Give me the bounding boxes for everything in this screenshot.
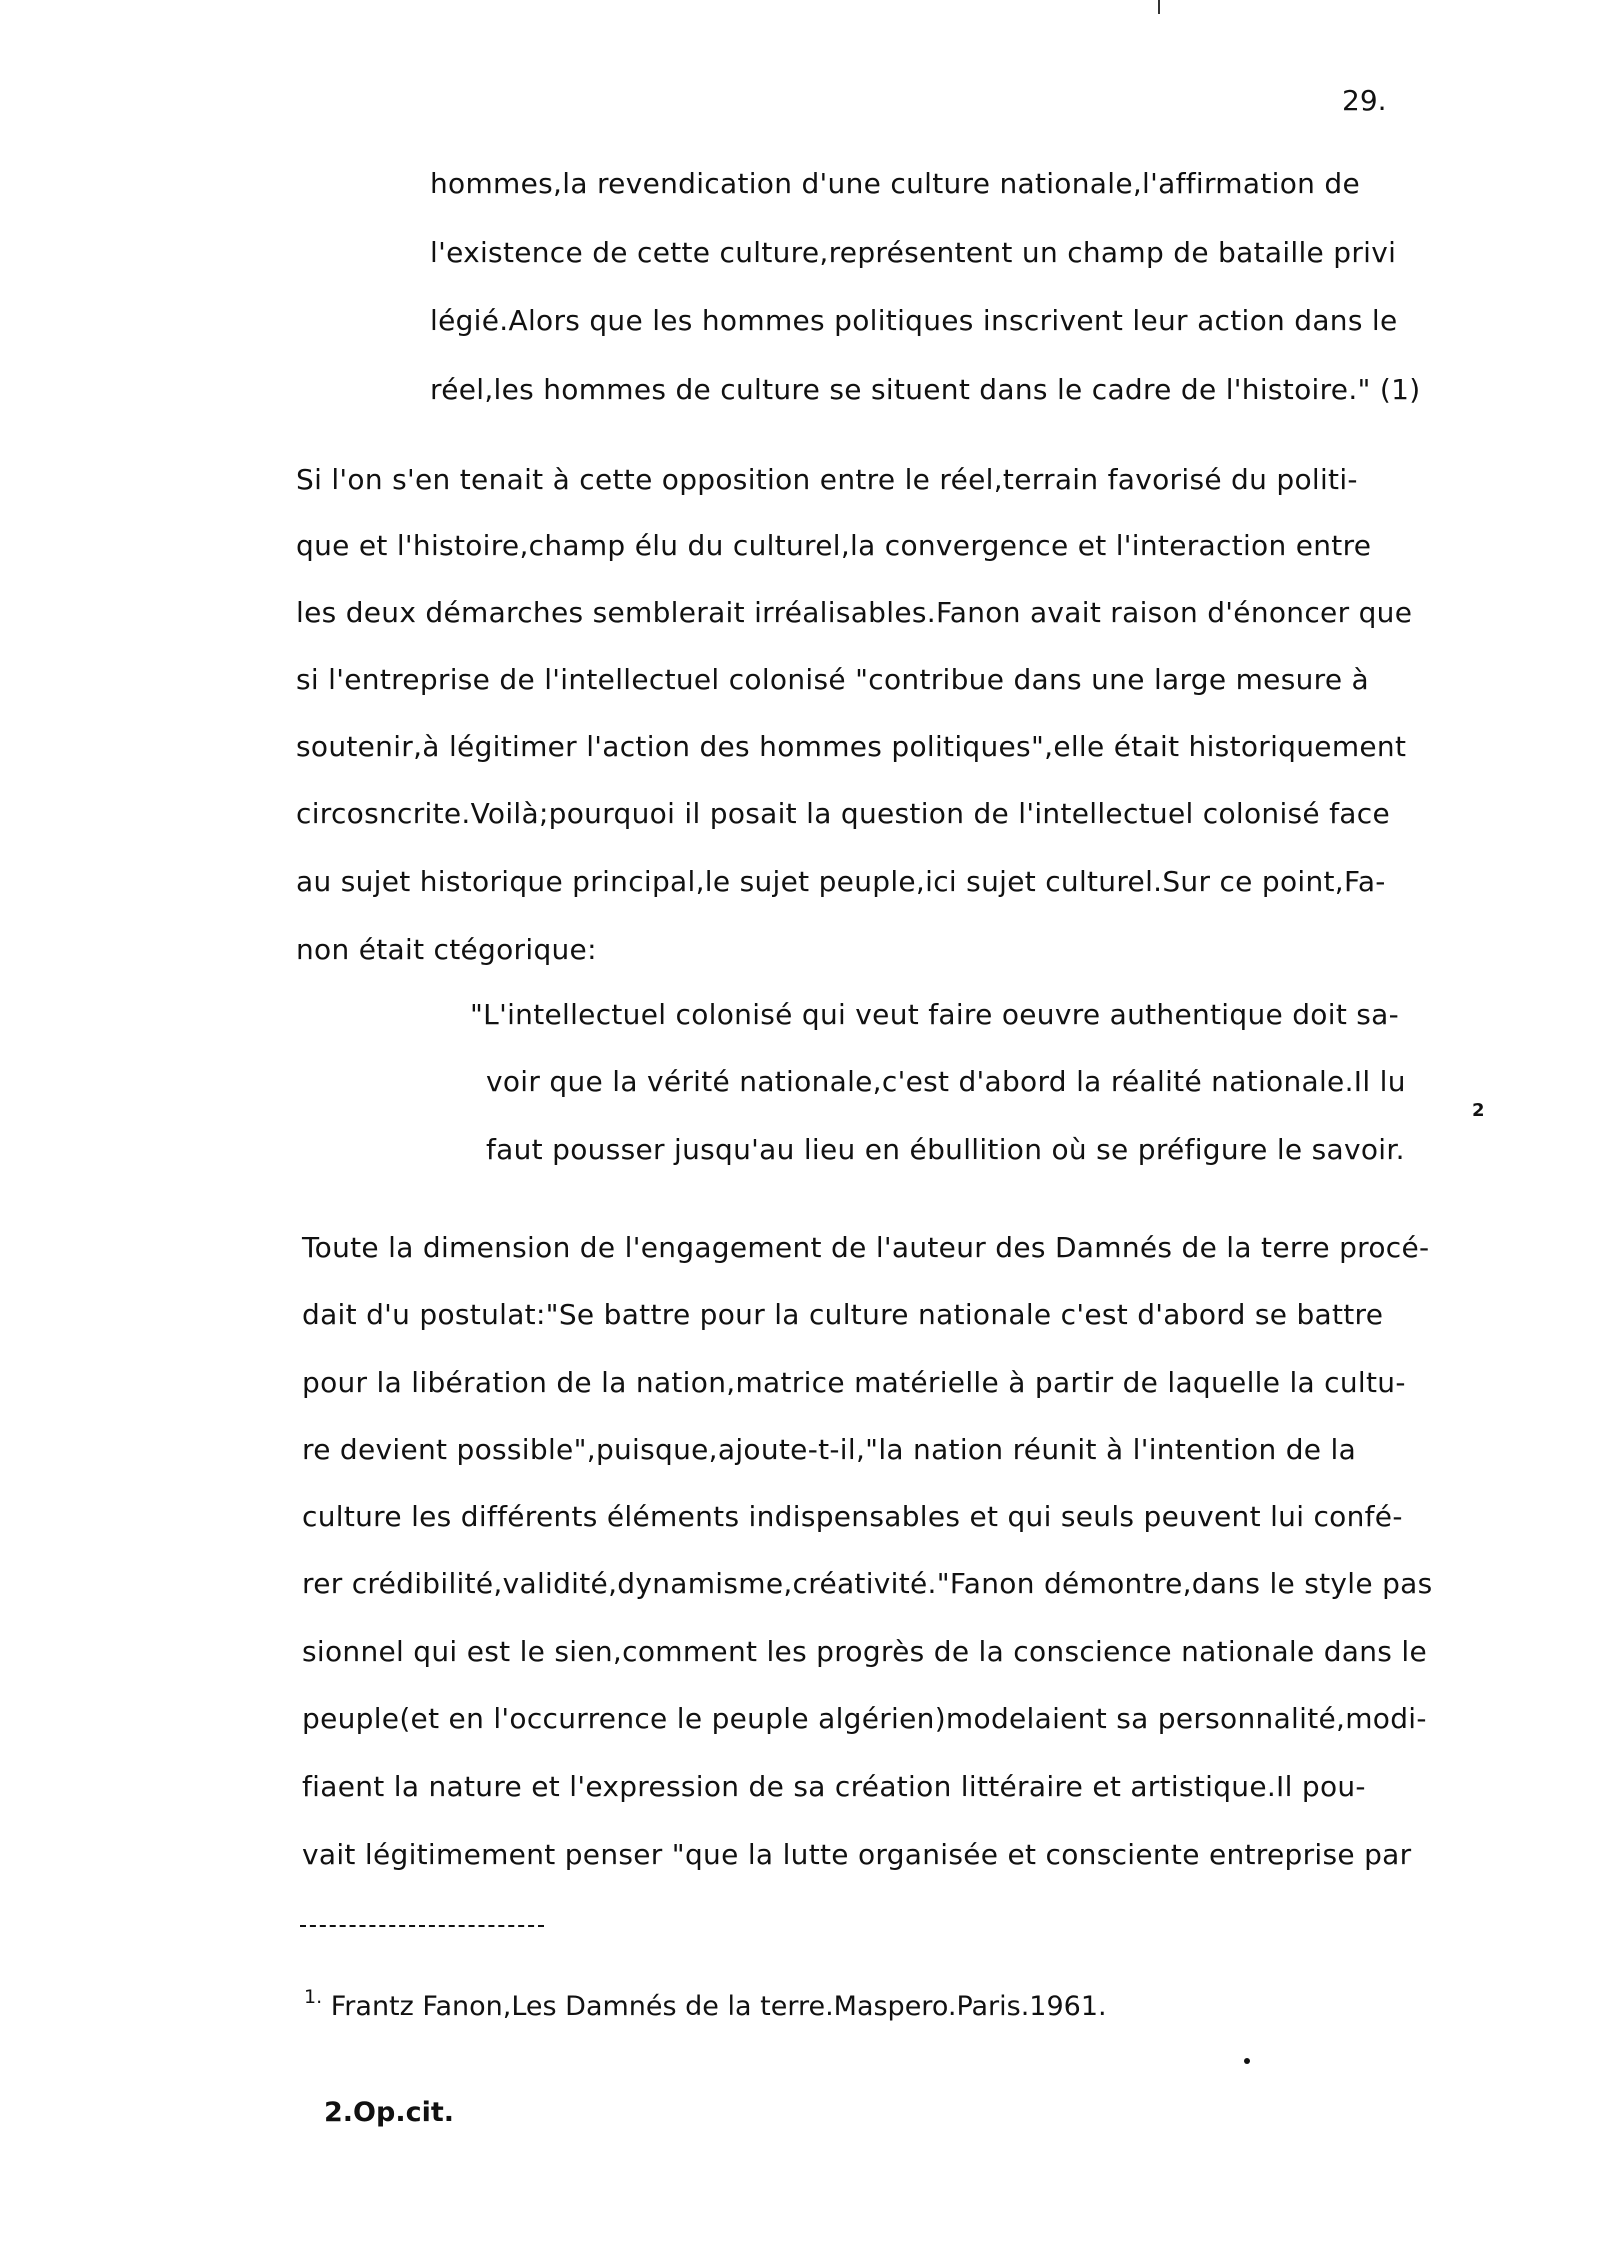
quote1-line-1: hommes,la revendication d'une culture nationale,l'affirmation de — [430, 167, 1360, 200]
footnote-separator — [300, 1925, 544, 1927]
para1-line-1: Si l'on s'en tenait à cette opposition entre le réel,terrain favorisé du politi- — [296, 463, 1358, 496]
footnote-1-marker: 1. — [304, 1986, 323, 2008]
quote1-line-3: légié.Alors que les hommes politiques inscrivent leur action dans le — [430, 304, 1398, 337]
para2-line-5: culture les différents éléments indispensables et qui seuls peuvent lui confé- — [302, 1500, 1403, 1533]
footnote-1-text: Frantz Fanon,Les Damnés de la terre.Maspero.Paris.1961. — [330, 1991, 1107, 2022]
para2-line-7: sionnel qui est le sien,comment les progrès de la conscience nationale dans le — [302, 1635, 1427, 1668]
para2-line-2: dait d'u postulat:"Se battre pour la culture nationale c'est d'abord se battre — [302, 1298, 1384, 1331]
para1-line-3: les deux démarches semblerait irréalisables.Fanon avait raison d'énoncer que — [296, 596, 1413, 629]
quote1-line-2: l'existence de cette culture,représentent un champ de bataille privi — [430, 236, 1397, 269]
para1-line-5: soutenir,à légitimer l'action des hommes politiques",elle était historiquement — [296, 730, 1407, 763]
footnote-2: 2.Op.cit. — [324, 2097, 455, 2128]
para1-line-4: si l'entreprise de l'intellectuel colonisé "contribue dans une large mesure à — [296, 663, 1370, 696]
para2-line-6: rer crédibilité,validité,dynamisme,créativité."Fanon démontre,dans le style pas — [302, 1567, 1433, 1600]
quote2-line-3: faut pousser jusqu'au lieu en ébullition où se préfigure le savoir. — [486, 1133, 1405, 1166]
scan-tick-mark — [1158, 0, 1160, 14]
para2-line-10: vait légitimement penser "que la lutte organisée et consciente entreprise par — [302, 1838, 1412, 1871]
footnote-1 — [304, 1986, 1107, 2026]
para2-line-9: fiaent la nature et l'expression de sa création littéraire et artistique.Il pou- — [302, 1770, 1366, 1803]
para1-line-8: non était ctégorique: — [296, 933, 597, 966]
para1-line-2: que et l'histoire,champ élu du culturel,la convergence et l'interaction entre — [296, 529, 1372, 562]
quote1-line-4: réel,les hommes de culture se situent dans le cadre de l'histoire." (1) — [430, 373, 1421, 406]
para2-line-3: pour la libération de la nation,matrice matérielle à partir de laquelle la cultu- — [302, 1366, 1406, 1399]
para2-line-8: peuple(et en l'occurrence le peuple algérien)modelaient sa personnalité,modi- — [302, 1702, 1427, 1735]
quote2-line-1: "L'intellectuel colonisé qui veut faire oeuvre authentique doit sa- — [470, 998, 1400, 1031]
para1-line-7: au sujet historique principal,le sujet peuple,ici sujet culturel.Sur ce point,Fa- — [296, 865, 1386, 898]
footnote-marker-2: 2 — [1472, 1100, 1485, 1121]
para2-line-4: re devient possible",puisque,ajoute-t-il,"la nation réunit à l'intention de la — [302, 1433, 1357, 1466]
page-number: 29. — [1342, 84, 1387, 117]
para2-line-1: Toute la dimension de l'engagement de l'auteur des Damnés de la terre procé- — [302, 1231, 1430, 1264]
para1-line-6: circosncrite.Voilà;pourquoi il posait la question de l'intellectuel colonisé face — [296, 797, 1390, 830]
scan-speck — [1244, 2058, 1250, 2064]
quote2-line-2: voir que la vérité nationale,c'est d'abord la réalité nationale.Il lu — [486, 1065, 1406, 1098]
